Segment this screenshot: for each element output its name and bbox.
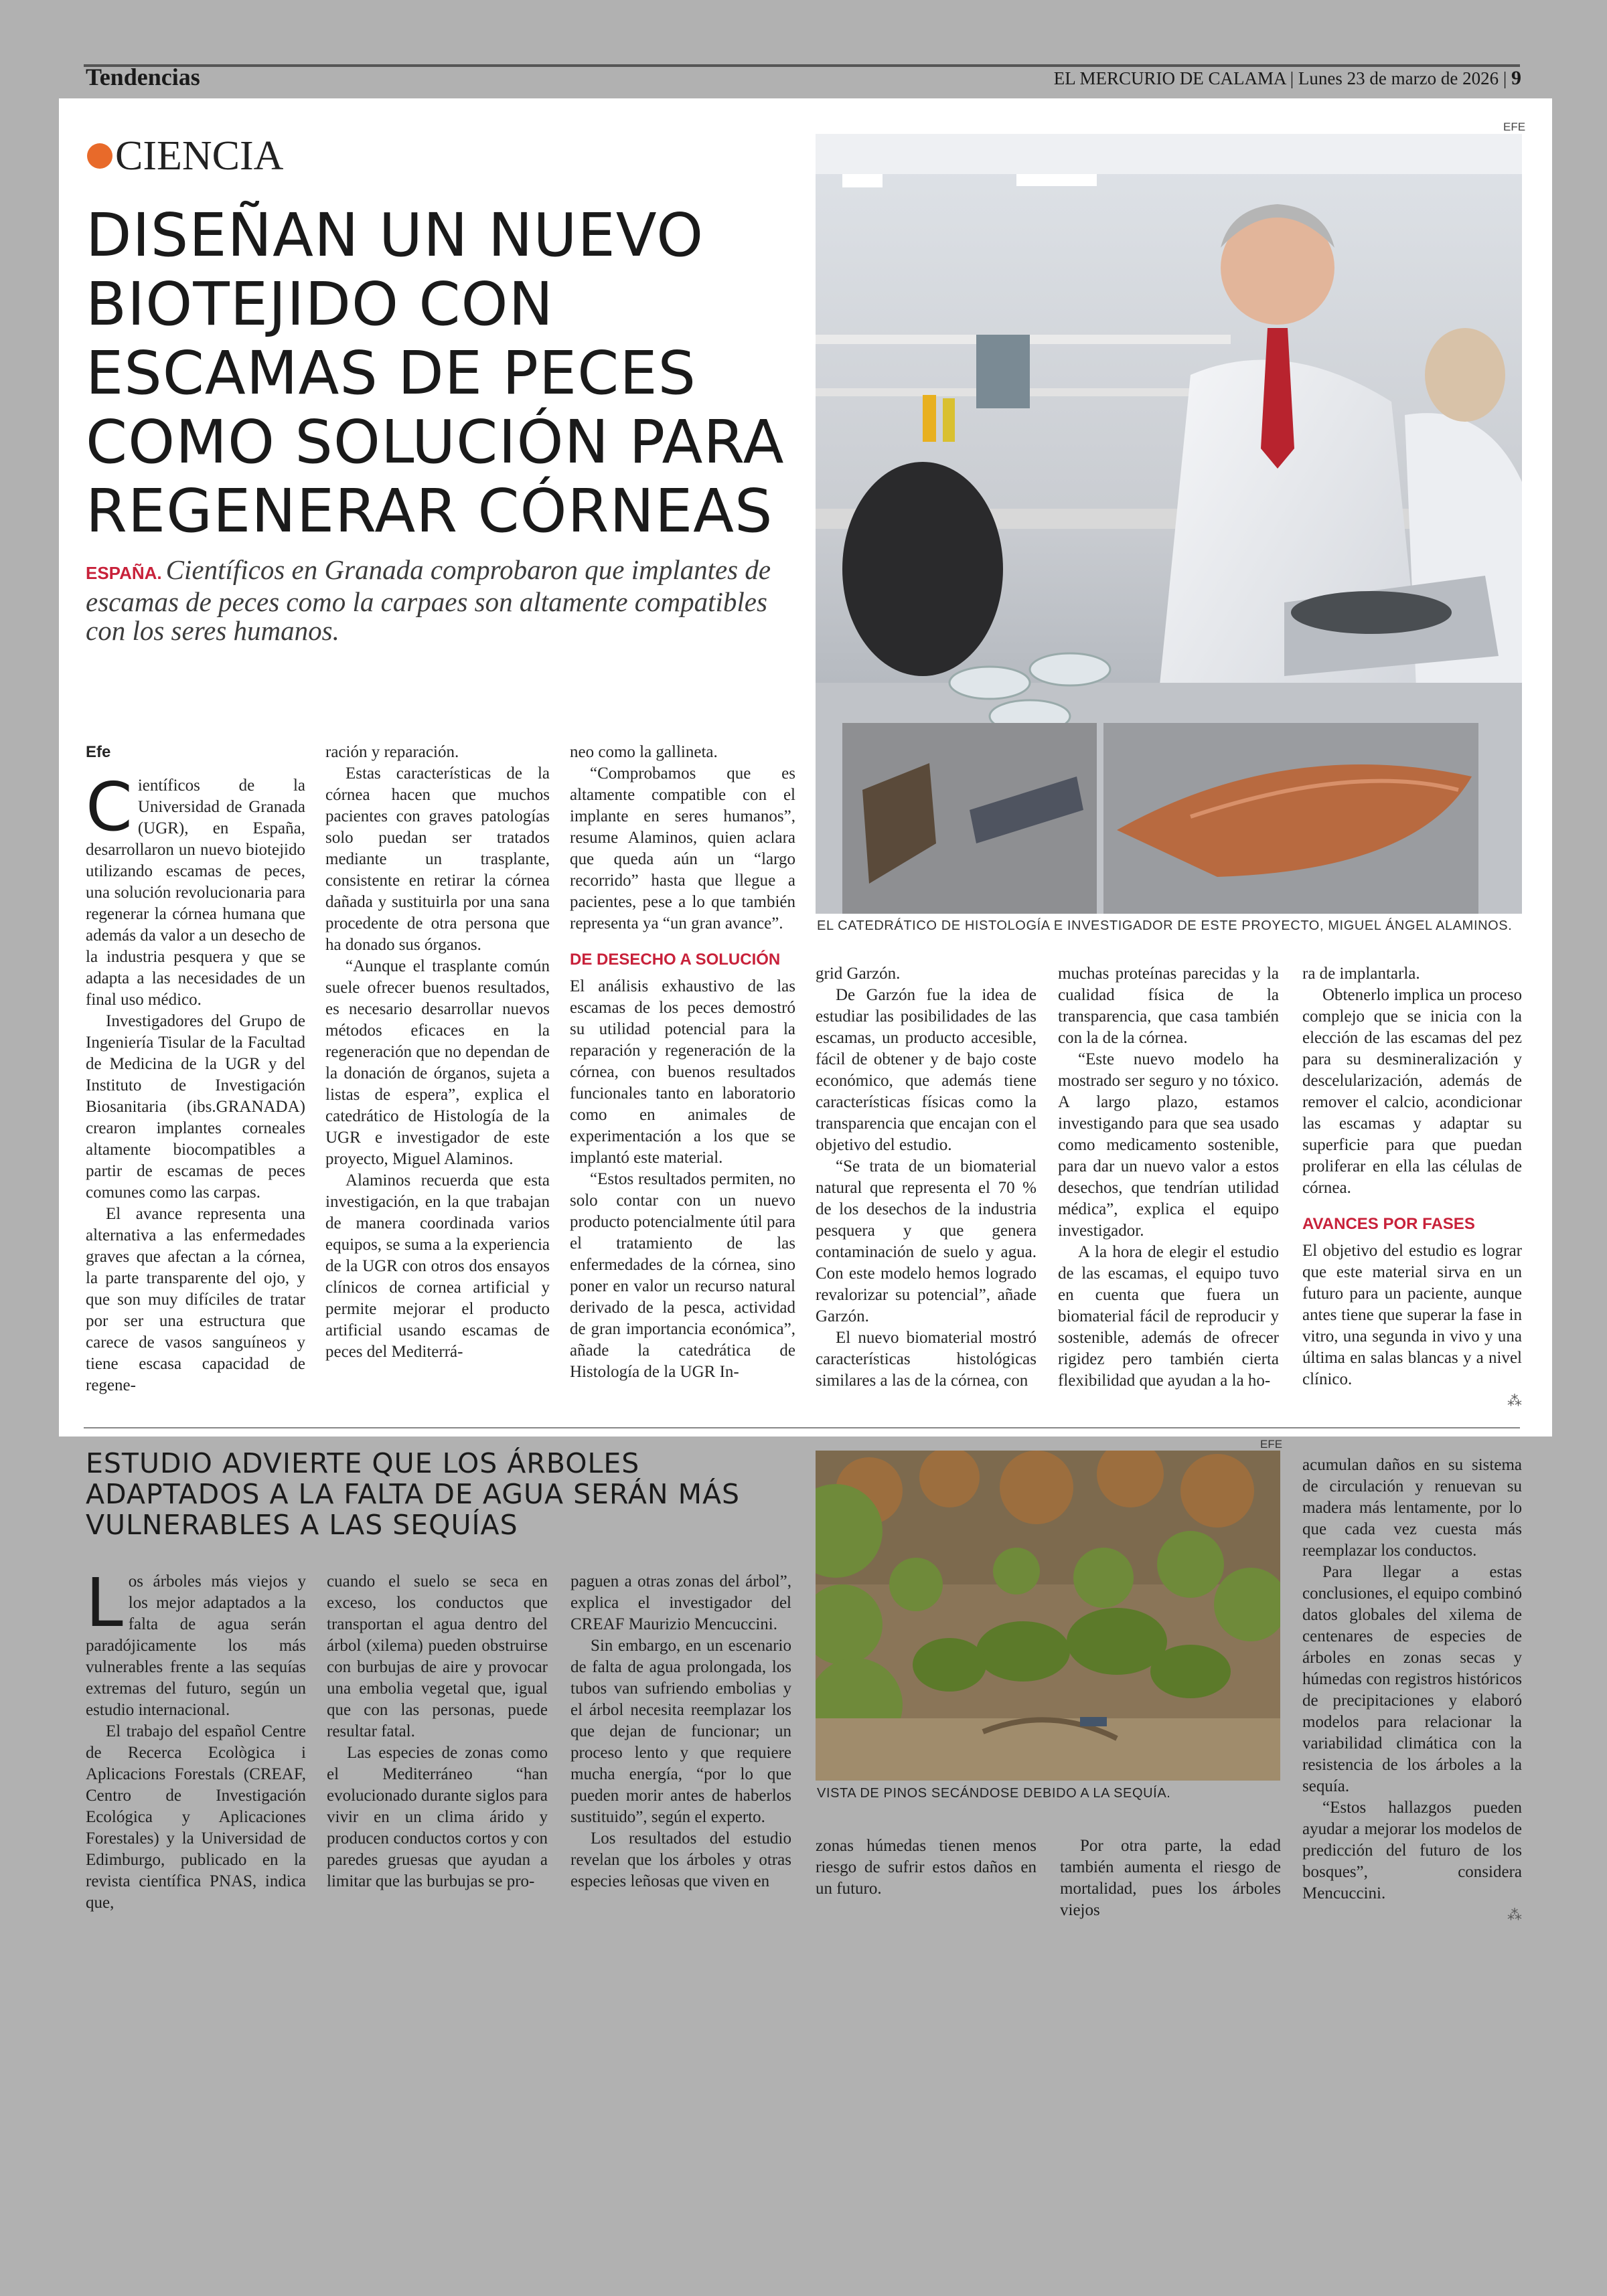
paragraph: zonas húmedas tienen menos riesgo de sufrir estos daños en un futuro. <box>816 1837 1037 1898</box>
deck <box>86 556 795 645</box>
article-separator <box>84 1427 1520 1428</box>
paragraph: Estas características de la córnea hacen que muchos pacientes con graves patologías solo puedan ser tratados mediante un trasplante, consistente en retirar la córnea dañada y sustituirla por una sana procedente de otra persona que ha donado sus órganos. <box>325 764 550 954</box>
pine-photo <box>816 1451 1280 1781</box>
pine-photo-illustration <box>816 1451 1280 1781</box>
paragraph: Para llegar a estas conclusiones, el equipo combinó datos globales del xilema de centenares de especies de árboles en zonas secas y húmedas con registros históricos de precipitaciones y elaboró modelos para relacionar la variabilidad climática con la resistencia de los árboles a la sequía. <box>1302 1563 1522 1795</box>
paragraph: Alaminos recuerda que esta investigación, en la que trabajan de manera coordinada varios equipos, se suma a la experiencia de la UGR con otros dos ensayos clínicos de cornea artificial y permite mejorar el producto artificial usando escamas de peces del Mediterrá- <box>325 1171 550 1361</box>
photo2-credit: EFE <box>1260 1438 1283 1451</box>
paragraph: Por otra parte, la edad también aumenta el riesgo de mortalidad, pues los árboles viejos <box>1060 1837 1281 1919</box>
kicker-dot-icon <box>87 143 112 169</box>
photo-credit: EFE <box>1503 120 1526 133</box>
photo-caption: EL CATEDRÁTICO DE HISTOLOGÍA E INVESTIGADOR DE ESTE PROYECTO, MIGUEL ÁNGEL ALAMINOS. <box>817 918 1513 933</box>
article1-column-2 <box>325 742 550 1363</box>
issue-date: Lunes 23 de marzo de 2026 <box>1298 68 1499 88</box>
paragraph: Los resultados del estudio revelan que los árboles y otras especies leñosas que viven en <box>570 1829 791 1890</box>
paragraph: ración y reparación. <box>325 743 459 761</box>
paragraph: “Se trata de un biomaterial natural que representa el 70 % de los desechos de la industria pesquera y que genera contaminación de suelo y agua. Con este modelo hemos logrado revalorizar su potencial”, añade Garzón. <box>816 1157 1037 1325</box>
article1-column-4 <box>816 963 1037 1392</box>
paragraph: Sin embargo, en un escenario de falta de agua prolongada, los tubos van sufriendo embolias y el árbol necesita reemplazar los que dejan de funcionar; un proceso lento y que requiere mucha energía, “por lo que pueden morir antes de haberlos sustituido”, según el experto. <box>570 1637 791 1826</box>
byline: Efe <box>86 743 111 761</box>
headline-2: ESTUDIO ADVIERTE QUE LOS ÁRBOLES ADAPTADOS A LA FALTA DE AGUA SERÁN MÁS VULNERABLES A LAS SEQUÍAS <box>86 1447 741 1541</box>
paragraph: El objetivo del estudio es lograr que este material sirva en un futuro para un paciente, aunque antes tiene que superar la fase in vitro, una segunda in vivo y una última en salas blancas y a nivel clínico. <box>1302 1242 1522 1388</box>
photo2-caption: VISTA DE PINOS SECÁNDOSE DEBIDO A LA SEQUÍA. <box>817 1786 1171 1801</box>
kicker-label: CIENCIA <box>115 133 284 179</box>
headline: DISEÑAN UN NUEVO BIOTEJIDO CON ESCAMAS DE PECES COMO SOLUCIÓN PARA REGENERAR CÓRNEAS <box>86 200 785 546</box>
subhead-fases: AVANCES POR FASES <box>1302 1215 1475 1233</box>
article2-column-6 <box>1302 1455 1522 1926</box>
paragraph: Obtenerlo implica un proceso complejo que se inicia con la elección de las escamas del pez para su desmineralización y descelularización, además de remover el calcio, acondicionar las escamas y adaptar su superficie para que puedan proliferar en ella las células de córnea. <box>1302 986 1522 1197</box>
paragraph: acumulan daños en su sistema de circulación y renuevan su madera más lentamente, por lo que cada vez cuesta más reemplazar los conductos. <box>1302 1456 1522 1560</box>
article2-column-2 <box>327 1571 548 1892</box>
article2-column-4 <box>816 1835 1037 1900</box>
article1-column-5 <box>1058 963 1279 1392</box>
paragraph: grid Garzón. <box>816 965 901 983</box>
newspaper-name: EL MERCURIO DE CALAMA <box>1053 68 1286 88</box>
dropcap-2: L <box>86 1564 123 1642</box>
paragraph: “Este nuevo modelo ha mostrado ser seguro y no tóxico. A largo plazo, estamos investigando para que sea usado como medicamento sostenible, para dar un nuevo valor a estos desechos, que tendrían utilidad médica”, explica el equipo investigador. <box>1058 1050 1279 1240</box>
article1-column-6 <box>1302 963 1522 1412</box>
paragraph: “Aunque el trasplante común suele ofrecer buenos resultados, es necesario desarrollar nuevos métodos eficaces en la regeneración que no dependan de la donación de órganos, sujeta a listas de espera”, explica el catedrático de Histología de la UGR e investigador de este proyecto, Miguel Alaminos. <box>325 957 550 1168</box>
paragraph: El avance representa una alternativa a las enfermedades graves que afectan a la córnea, la parte transparente del ojo, y que son muy difíciles de tratar por ser una estructura que carece de vasos sanguíneos y tiene escasa capacidad de regene- <box>86 1205 305 1394</box>
article2-column-3 <box>570 1571 791 1892</box>
page-number: 9 <box>1511 67 1521 89</box>
lab-photo <box>816 134 1522 914</box>
paragraph: Las especies de zonas como el Mediterráneo “han evolucionado durante siglos para vivir en un clima árido y producen conductos cortos y con paredes gruesas que ayudan a limitar que las burbujas se pro- <box>327 1744 548 1890</box>
subhead-desecho: DE DESECHO A SOLUCIÓN <box>570 951 781 969</box>
kicker <box>87 133 283 180</box>
deck-location: ESPAÑA. <box>86 563 162 583</box>
masthead: EL MERCURIO DE CALAMA | Lunes 23 de marzo de 2026 | 9 <box>1053 67 1521 89</box>
section-name: Tendencias <box>86 64 200 90</box>
article1-column-1 <box>86 742 305 1396</box>
article1-column-3 <box>570 742 795 1383</box>
paragraph: A la hora de elegir el estudio de las escamas, el equipo tuvo en cuenta que fuera un biomaterial fácil de reproducir y sostenible, además de ofrecer rigidez pero también cierta flexibilidad que ayudan a la ho- <box>1058 1243 1279 1390</box>
paragraph: “Estos hallazgos pueden ayudar a mejorar los modelos de predicción del futuro de los bosques”, considera Mencuccini. <box>1302 1799 1522 1902</box>
paragraph: os árboles más viejos y los mejor adaptados a la falta de agua serán paradójicamente los más vulnerables frente a las sequías extremas del futuro, según un estudio internacional. <box>86 1572 306 1719</box>
paragraph: ra de implantarla. <box>1302 965 1420 983</box>
end-mark-icon-2: ⁂ <box>1507 1906 1522 1923</box>
lab-photo-illustration <box>816 134 1522 914</box>
paragraph: “Comprobamos que es altamente compatible con el implante en seres humanos”, resume Alaminos, quien aclara que queda aún un “largo recorrido” hasta que llegue a pacientes, pese a lo que también representa ya “un gran avance”. <box>570 764 795 932</box>
paragraph: “Estos resultados permiten, no solo contar con un nuevo producto potencialmente útil para el tratamiento de las enfermedades de la córnea, sino poner en valor un recurso natural derivado de la pesca, actividad de gran importancia económica”, añade la catedrática de Histología de la UGR In- <box>570 1170 795 1381</box>
paragraph: De Garzón fue la idea de estudiar las posibilidades de las escamas, un producto accesible, fácil de obtener y de bajo coste económico, que además tiene características físicas como la transparencia que encajan con el objetivo del estudio. <box>816 986 1037 1154</box>
deck-text: Científicos en Granada comprobaron que implantes de escamas de peces como la carpaes son altamente compatibles con los seres humanos. <box>86 554 771 646</box>
paragraph: cuando el suelo se seca en exceso, los conductos que transportan el agua dentro del árbol (xilema) pueden obstruirse con burbujas de aire y provocar una embolia vegetal que, igual que con las personas, puede resultar fatal. <box>327 1572 548 1740</box>
end-mark-icon: ⁂ <box>1507 1392 1522 1409</box>
paragraph: El nuevo biomaterial mostró características histológicas similares a las de la córnea, con <box>816 1329 1037 1390</box>
paragraph: El trabajo del español Centre de Recerca Ecològica i Aplicacions Forestals (CREAF, Centro de Investigación Ecológica y Aplicaciones Forestales) y la Universidad de Edimburgo, publicado en la revista científica PNAS, indica que, <box>86 1722 306 1912</box>
article2-column-1 <box>86 1564 306 1914</box>
paragraph: paguen a otras zonas del árbol”, explica el investigador del CREAF Maurizio Mencuccini. <box>570 1572 791 1633</box>
article2-column-5 <box>1060 1835 1281 1921</box>
paragraph: neo como la gallineta. <box>570 743 718 761</box>
paragraph: muchas proteínas parecidas y la cualidad física de la transparencia, que casa también con la de la córnea. <box>1058 965 1279 1047</box>
dropcap: C <box>86 768 133 846</box>
paragraph: El análisis exhaustivo de las escamas de los peces demostró su utilidad potencial para la reparación y regeneración de la córnea, con buenos resultados funcionales tanto en laboratorio como en animales de experimentación a los que se implantó este material. <box>570 977 795 1167</box>
paragraph: Investigadores del Grupo de Ingeniería Tisular de la Facultad de Medicina de la UGR y del Instituto de Investigación Biosanitaria (ibs.GRANADA) crearon implantes corneales altamente biocompatibles a partir de escamas de peces comunes como las carpas. <box>86 1012 305 1202</box>
paragraph: ientíficos de la Universidad de Granada (UGR), en España, desarrollaron un nuevo biotejido utilizando escamas de peces, una solución revolucionaria para regenerar la córnea humana que además da valor a un desecho de la industria pesquera y que se adapta a las necesidades de un final uso médico. <box>86 776 305 1009</box>
